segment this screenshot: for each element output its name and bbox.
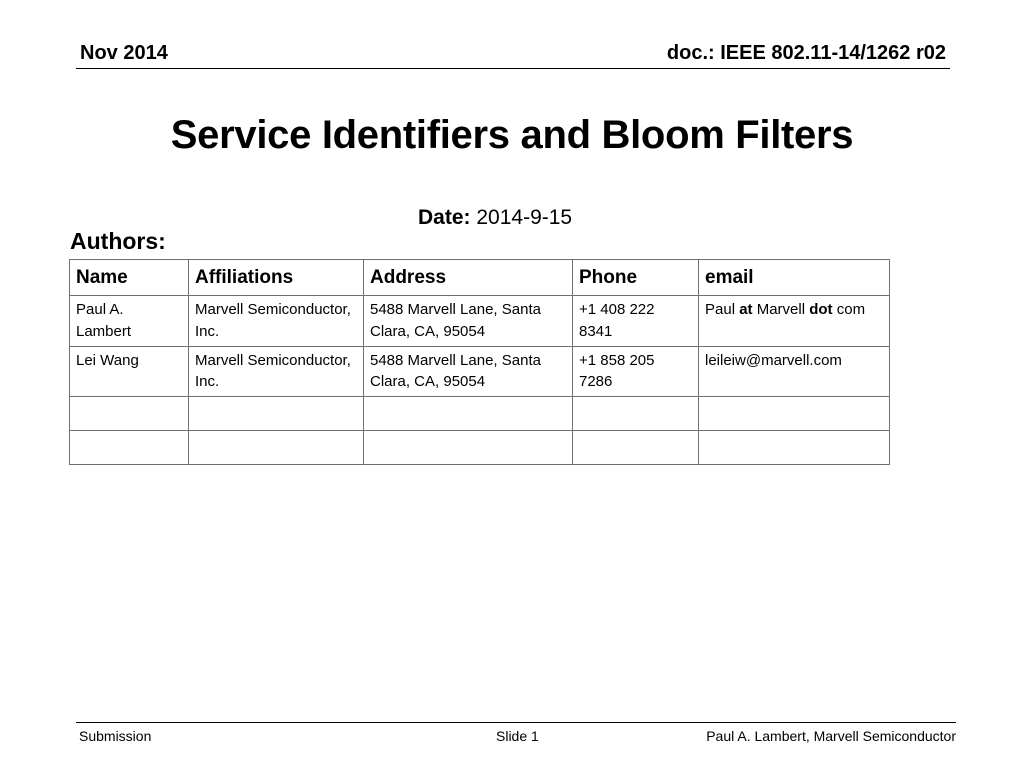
table-row-empty — [70, 431, 890, 465]
authors-table — [69, 259, 890, 465]
header-date: Nov 2014 — [80, 42, 168, 64]
footer-author: Paul A. Lambert, Marvell Semiconductor — [706, 728, 956, 744]
column-header-affiliations: Affiliations — [189, 260, 364, 296]
author-affiliation-cell: Marvell Semiconductor, Inc. — [189, 346, 364, 397]
author-email-cell — [699, 296, 890, 347]
footer-rule — [76, 722, 956, 723]
footer-submission: Submission — [79, 728, 152, 744]
author-phone-cell: +1 858 205 7286 — [573, 346, 699, 397]
table-row — [70, 296, 890, 347]
footer-slide-number: Slide 1 — [496, 728, 539, 744]
empty-cell — [364, 397, 573, 431]
column-header-address: Address — [364, 260, 573, 296]
table-row-empty — [70, 397, 890, 431]
empty-cell — [573, 397, 699, 431]
empty-cell — [699, 431, 890, 465]
email-part: dot — [809, 301, 833, 318]
author-name-cell: Paul A. Lambert — [70, 296, 189, 347]
empty-cell — [189, 397, 364, 431]
author-name-cell: Lei Wang — [70, 346, 189, 397]
slide-title: Service Identifiers and Bloom Filters — [170, 113, 854, 157]
table-header-row — [70, 260, 890, 296]
date-value: 2014-9-15 — [476, 206, 573, 229]
author-phone-cell: +1 408 222 8341 — [573, 296, 699, 347]
table-row — [70, 346, 890, 397]
date-label: Date: — [418, 206, 471, 229]
empty-cell — [364, 431, 573, 465]
column-header-email: email — [699, 260, 890, 296]
author-affiliation-cell: Marvell Semiconductor, Inc. — [189, 296, 364, 347]
date-line — [418, 206, 572, 230]
email-part: Marvell — [756, 301, 806, 318]
empty-cell — [189, 431, 364, 465]
empty-cell — [573, 431, 699, 465]
empty-cell — [699, 397, 890, 431]
email-part: at — [739, 301, 753, 318]
header-doc-id: doc.: IEEE 802.11-14/1262 r02 — [666, 42, 946, 64]
email-part: com — [836, 301, 866, 318]
header-rule — [76, 68, 950, 69]
author-address-cell: 5488 Marvell Lane, Santa Clara, CA, 95054 — [364, 296, 573, 347]
author-address-cell: 5488 Marvell Lane, Santa Clara, CA, 95054 — [364, 346, 573, 397]
column-header-name: Name — [70, 260, 189, 296]
empty-cell — [70, 397, 189, 431]
author-email-cell: leileiw@marvell.com — [699, 346, 890, 397]
email-part: Paul — [705, 301, 736, 318]
authors-heading: Authors: — [70, 228, 166, 254]
empty-cell — [70, 431, 189, 465]
column-header-phone: Phone — [573, 260, 699, 296]
